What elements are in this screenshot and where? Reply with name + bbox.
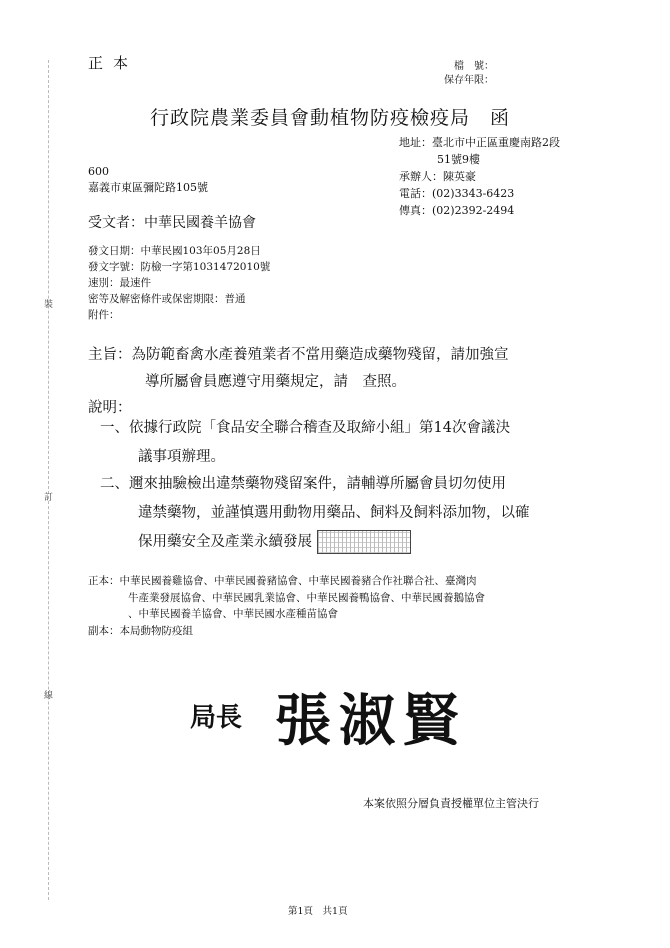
sender-contact-block [399,134,560,219]
explanation-label: 說明： [88,400,132,416]
item2-line2: 違禁藥物，並謹慎選用動物用藥品、飼料及飼料添加物，以確 [138,505,530,521]
subject [88,342,509,396]
meta-speed: 速別：最速件 [88,277,151,289]
redacted-stamp [317,530,411,554]
page-number: 第1頁 共1頁 [288,906,348,917]
recipient-address: 嘉義市東區彌陀路105號 [88,181,208,194]
retention-label: 保存年限： [444,75,494,86]
signature-title: 局長 [190,703,243,733]
signature-block [190,686,500,760]
cc-line1: 正本：中華民國養雞協會、中華民國養豬協會、中華民國養豬合作社聯合社、臺灣肉 [88,575,477,587]
recipient: 受文者：中華民國養羊協會 [88,215,256,231]
file-number-label: 檔 號： [454,61,494,72]
sender-fax: 傳真：(02)2392-2494 [399,204,515,217]
signature-seal [190,686,500,756]
cc-block [88,573,485,639]
margin-mark-bind: 裝 [44,300,54,310]
explanation-item-1 [100,414,510,472]
meta-date: 發文日期：中華民國103年05月28日 [88,245,261,257]
margin-mark-line: 線 [44,691,54,701]
copy-mark: 正本 [88,54,139,72]
recipient-address-block [88,164,208,196]
meta-attachment: 附件： [88,309,120,321]
sender-phone: 電話：(02)3343-6423 [399,187,515,200]
sender-address-line1: 地址：臺北市中正區重慶南路2段 [399,136,560,149]
margin-mark-staple: 訂 [44,493,54,503]
cc-line2: 牛產業發展協會、中華民國乳業協會、中華民國養鴨協會、中華民國養鵝協會 [128,591,485,604]
item2-line3: 保用藥安全及產業永續發展 [138,534,312,550]
copy-to: 副本：本局動物防疫組 [88,624,193,637]
cc-line3: 、中華民國養羊協會、中華民國水產種苗協會 [128,608,338,620]
meta-security: 密等及解密條件或保密期限：普通 [88,293,246,305]
subject-line1: 主旨：為防範畜禽水產養殖業者不當用藥造成藥物殘留，請加強宣 [88,347,509,363]
sender-contact: 承辦人：陳英豪 [399,170,476,183]
item2-line1: 二、邇來抽驗檢出違禁藥物殘留案件，請輔導所屬會員切勿使用 [100,476,506,492]
item1-line2: 議事項辦理。 [138,449,225,465]
signature-name: 張淑賢 [275,688,467,754]
explanation-item-2 [100,470,530,557]
file-number-block [428,60,494,88]
meta-number: 發文字號：防檢一字第1031472010號 [88,261,271,273]
binding-line [48,60,49,900]
document-meta [88,243,270,323]
subject-line2: 導所屬會員應遵守用藥規定，請 查照。 [145,374,406,390]
recipient-zip: 600 [88,165,109,178]
delegation-note: 本案依照分層負責授權單位主管決行 [363,797,539,810]
agency-title: 行政院農業委員會動植物防疫檢疫局 函 [150,107,511,129]
item1-line1: 一、依據行政院「食品安全聯合稽查及取締小組」第14次會議決 [100,420,510,436]
item2-line3-row [100,528,530,557]
sender-address-line2: 51號9樓 [437,153,480,166]
